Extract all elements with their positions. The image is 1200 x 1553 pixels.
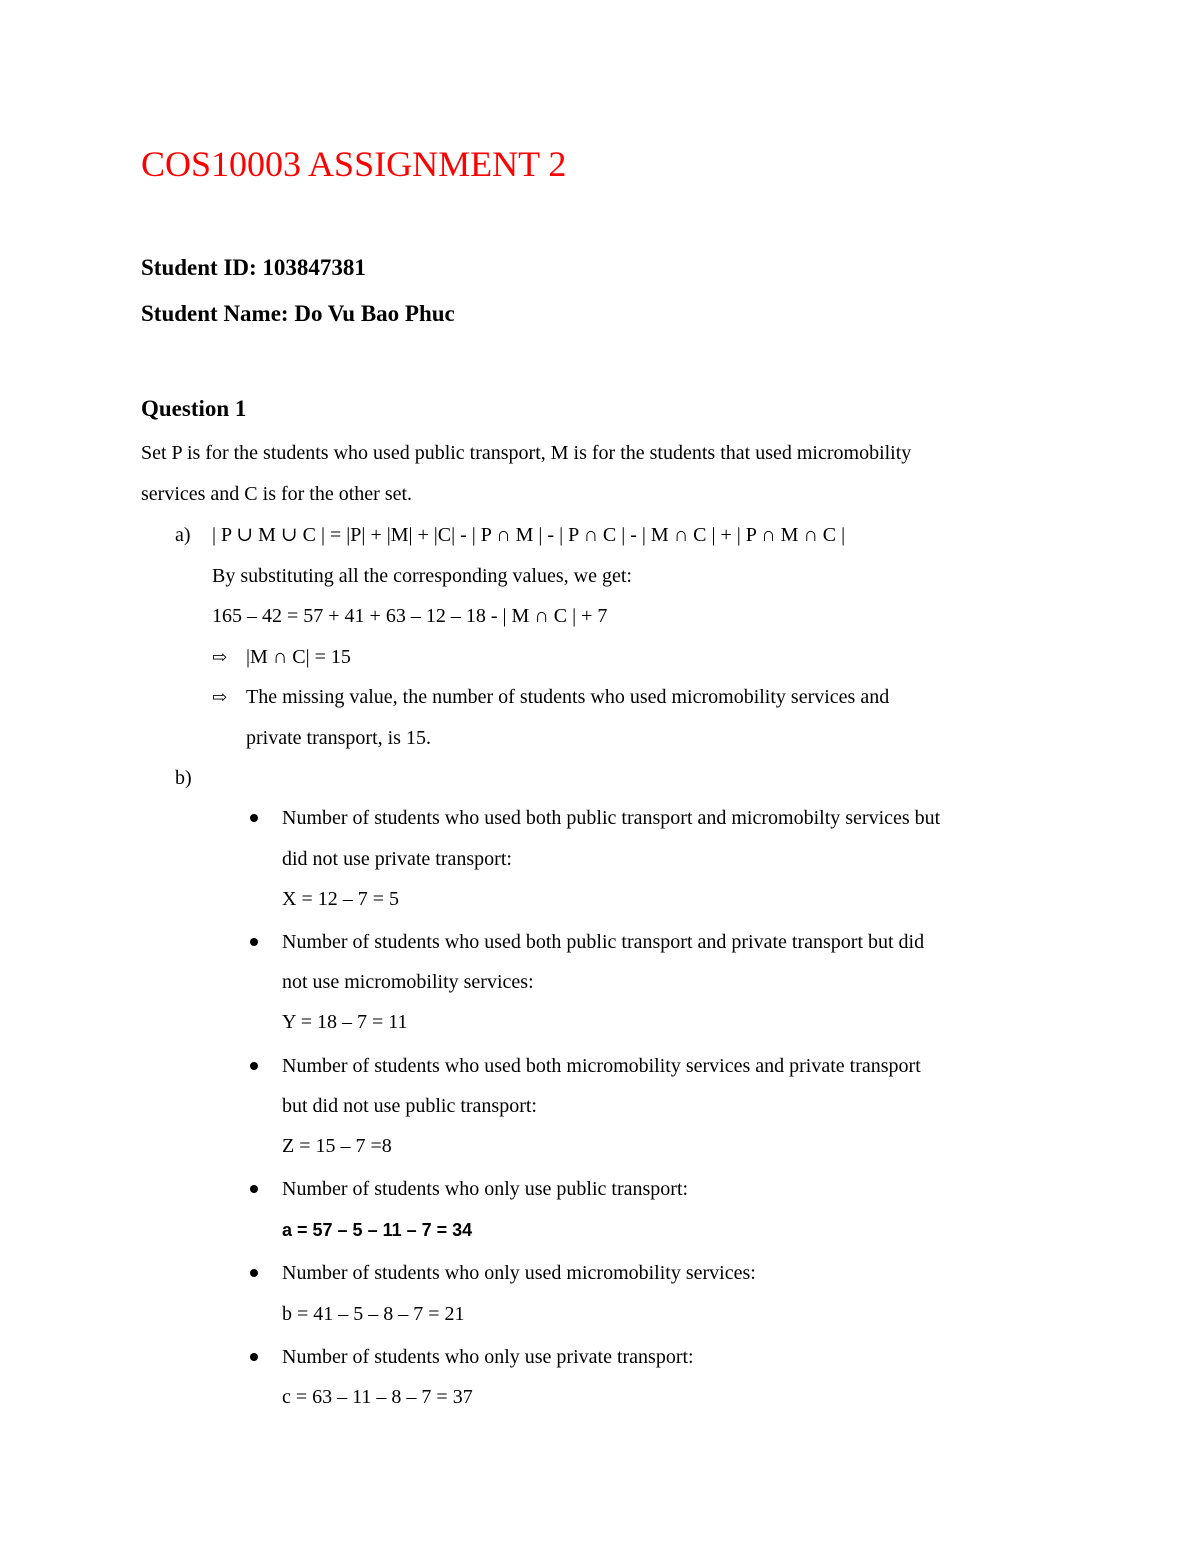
part-a-result: |M ∩ C| = 15 bbox=[246, 646, 351, 668]
list-item-formula: Y = 18 – 7 = 11 bbox=[282, 1011, 408, 1033]
bullet-icon bbox=[250, 1062, 258, 1070]
intro-text: Set P is for the students who used public transport, M is for the students that used micromobility bbox=[141, 442, 912, 464]
list-item-formula: Z = 15 – 7 =8 bbox=[282, 1135, 392, 1157]
part-a-formula: | P ∪ M ∪ C | = |P| + |M| + |C| - | P ∩ M | - | P ∩ C | - | M ∩ C | + | P ∩ M ∩ C | bbox=[212, 524, 846, 546]
student-name: Student Name: Do Vu Bao Phuc bbox=[141, 301, 455, 326]
list-item-text: Number of students who only use public transport: bbox=[282, 1178, 689, 1200]
list-item-formula: c = 63 – 11 – 8 – 7 = 37 bbox=[282, 1386, 473, 1408]
intro-text-continued: services and C is for the other set. bbox=[141, 483, 413, 505]
list-item-text-continued: not use micromobility services: bbox=[282, 971, 534, 993]
part-a-substitution-text: By substituting all the corresponding values, we get: bbox=[212, 565, 632, 587]
part-a-label: a) bbox=[175, 524, 191, 546]
part-b-label: b) bbox=[175, 767, 192, 789]
bullet-icon bbox=[250, 1353, 258, 1361]
bullet-icon bbox=[250, 1185, 258, 1193]
list-item-formula: a = 57 – 5 – 11 – 7 = 34 bbox=[282, 1220, 473, 1240]
part-a-conclusion: The missing value, the number of students who used micromobility services and bbox=[246, 686, 890, 708]
part-a-conclusion-continued: private transport, is 15. bbox=[246, 727, 431, 749]
bullet-icon bbox=[250, 814, 258, 822]
bullet-icon bbox=[250, 938, 258, 946]
arrow-icon: ⇨ bbox=[212, 647, 228, 667]
list-item-text: Number of students who used both public transport and micromobilty services but bbox=[282, 807, 941, 829]
list-item-text: Number of students who used both public transport and private transport but did bbox=[282, 931, 925, 953]
bullet-icon bbox=[250, 1269, 258, 1277]
question-heading: Question 1 bbox=[141, 396, 247, 421]
part-a-equation: 165 – 42 = 57 + 41 + 63 – 12 – 18 - | M ∩ C | + 7 bbox=[212, 605, 608, 627]
list-item-text: Number of students who only use private transport: bbox=[282, 1346, 694, 1368]
student-id: Student ID: 103847381 bbox=[141, 255, 366, 280]
list-item-text-continued: but did not use public transport: bbox=[282, 1095, 537, 1117]
list-item-text: Number of students who only used micromobility services: bbox=[282, 1262, 756, 1284]
list-item-formula: X = 12 – 7 = 5 bbox=[282, 888, 400, 910]
document-title: COS10003 ASSIGNMENT 2 bbox=[141, 144, 567, 184]
list-item-formula: b = 41 – 5 – 8 – 7 = 21 bbox=[282, 1303, 465, 1325]
list-item-text: Number of students who used both micromobility services and private transport bbox=[282, 1055, 921, 1077]
arrow-icon: ⇨ bbox=[212, 687, 228, 707]
list-item-text-continued: did not use private transport: bbox=[282, 848, 512, 870]
